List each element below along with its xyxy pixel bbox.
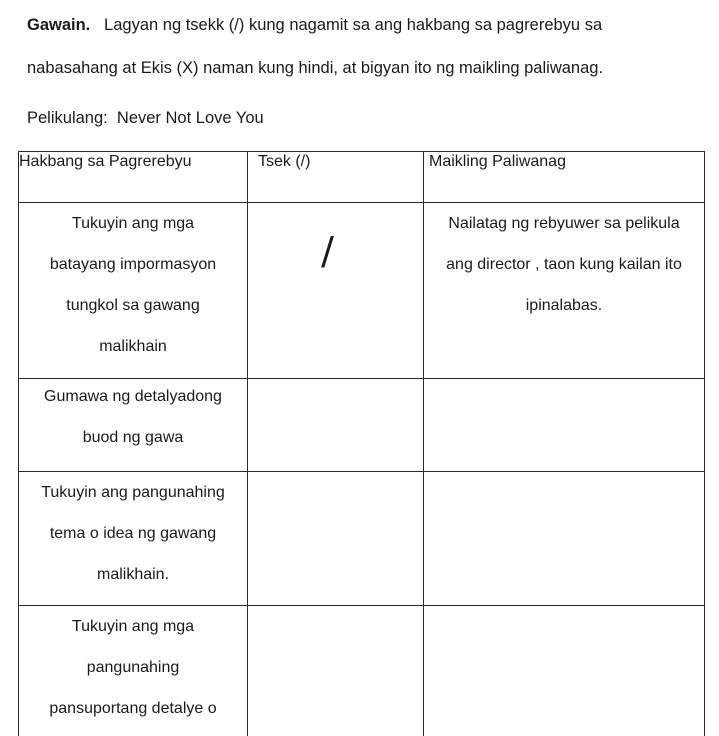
step-text: [19, 376, 247, 458]
step-line: Gumawa ng detalyadong: [44, 388, 222, 405]
explanation-cell[interactable]: [424, 379, 705, 472]
instructions-line-1: [27, 15, 602, 35]
review-table: [18, 151, 705, 736]
step-line: Tukuyin ang pangunahing: [41, 484, 225, 501]
step-line: Tukuyin ang mga: [71, 618, 195, 635]
check-cell[interactable]: [248, 203, 424, 379]
instructions-line-2: nabasahang at Ekis (X) naman kung hindi, at bigyan ito ng maikling paliwanag.: [27, 59, 604, 77]
table-row: [19, 203, 705, 379]
step-line: pangunahing: [86, 659, 180, 676]
step-line: batayang impormasyon: [49, 256, 217, 273]
film-title: Never Not Love You: [116, 109, 264, 127]
explanation-line: ipinalabas.: [525, 297, 603, 314]
explanation-cell[interactable]: [424, 606, 705, 736]
check-cell[interactable]: [248, 472, 424, 606]
check-cell[interactable]: [248, 379, 424, 472]
table-header-row: [19, 152, 705, 203]
table-row: [19, 379, 705, 472]
step-line: Tukuyin ang mga: [71, 215, 195, 232]
step-cell: [19, 472, 248, 606]
cropped-heading-fragment: [255, 0, 315, 8]
explanation-cell[interactable]: [424, 203, 705, 379]
check-mark: /: [321, 229, 334, 273]
explanation-line: Nailatag ng rebyuwer sa pelikula: [448, 215, 680, 232]
step-text: [19, 606, 247, 729]
step-line: pansuportang detalye o: [49, 700, 217, 717]
check-cell[interactable]: [248, 606, 424, 736]
film-line: [27, 108, 264, 128]
instructions-text-1: Lagyan ng tsekk (/) kung nagamit sa ang hakbang sa pagrerebyu sa: [104, 16, 603, 34]
step-cell: [19, 379, 248, 472]
table-row: [19, 472, 705, 606]
step-text: [19, 203, 247, 367]
table-row: [19, 606, 705, 736]
step-cell: [19, 203, 248, 379]
header-hakbang: Hakbang sa Pagrerebyu: [19, 152, 248, 203]
explanation-cell[interactable]: [424, 472, 705, 606]
step-line: malikhain: [99, 338, 167, 355]
gawain-label: Gawain.: [27, 16, 91, 34]
header-paliwanag: Maikling Paliwanag: [424, 152, 705, 203]
step-text: [19, 472, 247, 595]
explanation-text: [424, 203, 704, 326]
explanation-line: ang director , taon kung kailan ito: [446, 256, 682, 273]
film-label: Pelikulang:: [27, 109, 108, 127]
step-line: malikhain.: [96, 566, 170, 583]
step-cell: [19, 606, 248, 736]
step-line: tema o idea ng gawang: [49, 525, 217, 542]
step-line: tungkol sa gawang: [66, 297, 200, 314]
header-tsek: Tsek (/): [248, 152, 424, 203]
step-line: buod ng gawa: [82, 429, 184, 446]
